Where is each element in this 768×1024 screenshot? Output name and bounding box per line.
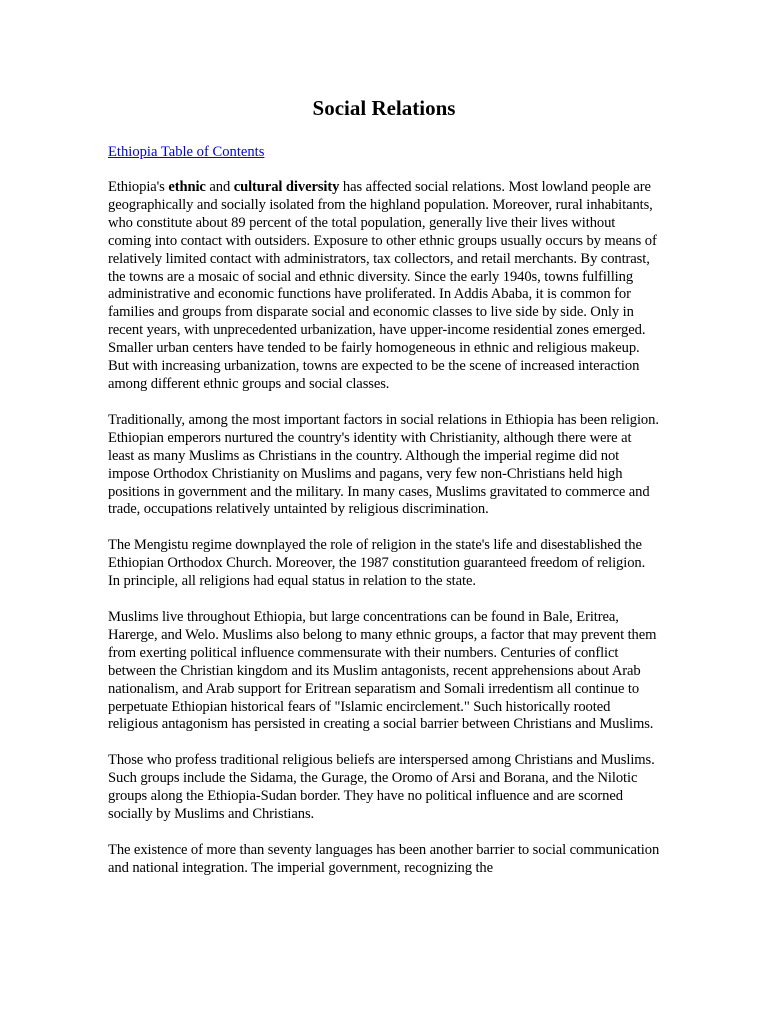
paragraph1-body: has affected social relations. Most lowland people are geographically and socially isolated from the highland population. Moreover, rural inhabitants, who constitute about 89 percent of the total population, generally live their lives without coming into contact with outsiders. Exposure to other ethnic groups usually occurs by means of relatively limited contact with administrators, tax collectors, and retail merchants. By contrast, the towns are a mosaic of social and ethnic diversity. Since the early 1940s, towns fulfilling administrative and economic functions have proliferated. In Addis Ababa, it is common for families and groups from disparate social and economic classes to live side by side. Only in recent years, with unprecedented urbanization, have upper-income residential zones emerged. Smaller urban centers have tended to be fairly homogeneous in ethnic and religious makeup. But with increasing urbanization, towns are expected to be the scene of increased interaction among different ethnic groups and social classes. xyxy=(108,179,657,392)
paragraph-religion: Traditionally, among the most important factors in social relations in Ethiopia has been religion. Ethiopian emperors nurtured the country's identity with Christianity, although there were at least as many Muslims as Christians in the country. Although the imperial regime did not impose Orthodox Christianity on Muslims and pagans, very few non-Christians held high positions in government and the military. In many cases, Muslims gravitated to commerce and trade, occupations relatively untainted by religious discrimination. xyxy=(108,411,659,518)
term-cultural-diversity: cultural diversity xyxy=(233,179,340,195)
paragraph-traditional-beliefs: Those who profess traditional religious beliefs are interspersed among Christians and Muslims. Such groups include the Sidama, the Gurage, the Oromo of Arsi and Borana, and the Nilotic groups along the Ethiopia-Sudan border. They have no political influence and are scorned socially by Muslims and Christians. xyxy=(108,752,655,823)
paragraph-languages: The existence of more than seventy languages has been another barrier to social communication and national integration. The imperial government, recognizing the xyxy=(108,842,660,876)
document-page xyxy=(108,96,660,896)
table-of-contents-link[interactable]: Ethiopia Table of Contents xyxy=(108,144,265,160)
term-ethnic: ethnic xyxy=(168,179,206,195)
paragraph-ethnic-diversity xyxy=(108,179,660,394)
paragraph1-intro: Ethiopia's xyxy=(108,179,169,195)
paragraph-muslims: Muslims live throughout Ethiopia, but large concentrations can be found in Bale, Eritrea, Harerge, and Welo. Muslims also belong to many ethnic groups, a factor that may prevent them from exerting political influence commensurate with their numbers. Centuries of conflict between the Christian kingdom and its Muslim antagonists, recent apprehensions about Arab nationalism, and Arab support for Eritrean separatism and Somali irredentism all continue to perpetuate Ethiopian historical fears of "Islamic encirclement." Such historically rooted religious antagonism has persisted in creating a social barrier between Christians and Muslims. xyxy=(108,609,657,733)
paragraph1-and: and xyxy=(205,179,234,195)
page-title: Social Relations xyxy=(312,96,456,120)
paragraph-mengistu-regime: The Mengistu regime downplayed the role of religion in the state's life and disestablished the Ethiopian Orthodox Church. Moreover, the 1987 constitution guaranteed freedom of religion. In principle, all religions had equal status in relation to the state. xyxy=(108,537,646,590)
